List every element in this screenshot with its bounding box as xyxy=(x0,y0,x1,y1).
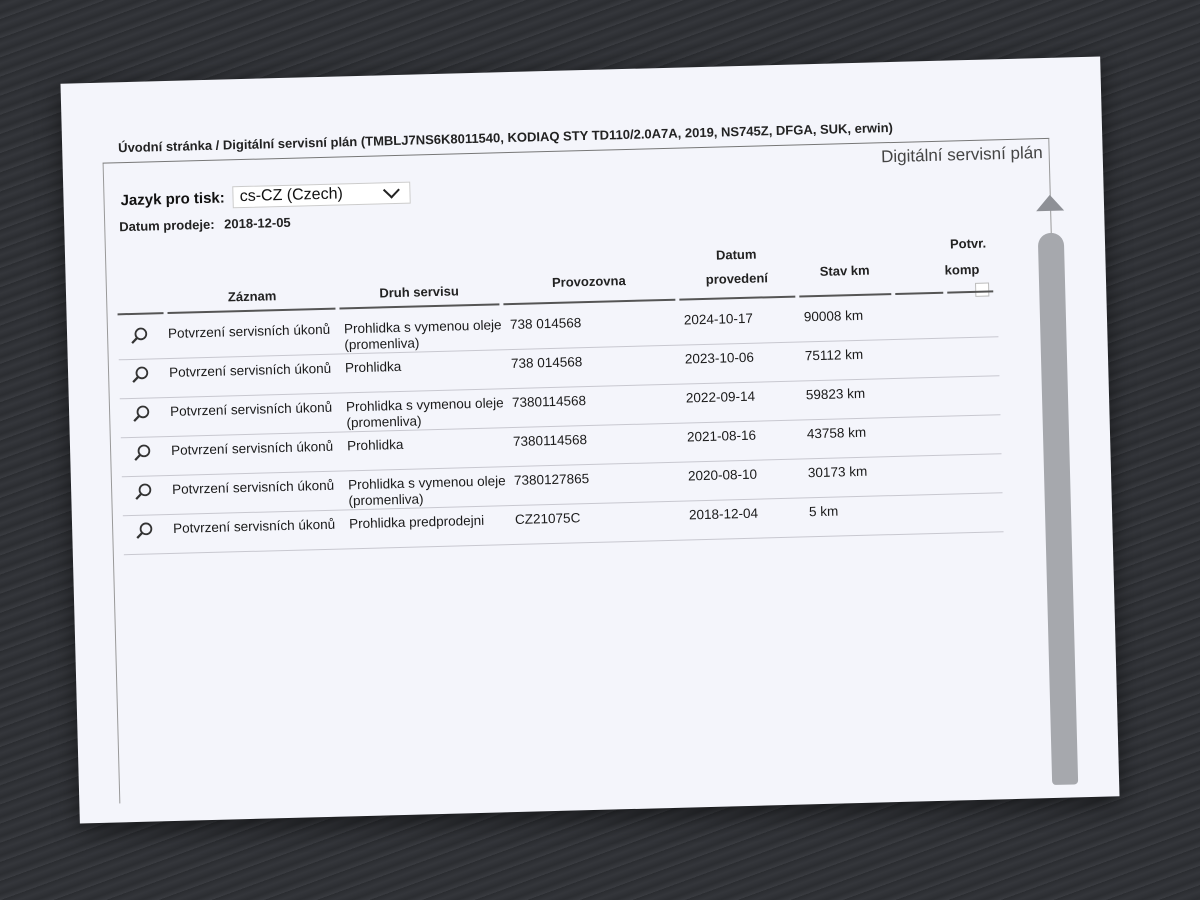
date-cell: 2024-10-17 xyxy=(683,310,754,328)
service-type-cell: Prohlidka xyxy=(344,358,402,376)
language-label: Jazyk pro tisk: xyxy=(120,188,225,209)
magnifier-icon[interactable] xyxy=(135,521,153,539)
mileage-cell: 90008 km xyxy=(803,307,864,325)
breadcrumb[interactable]: Úvodní stránka / Digitální servisní plán (TMBLJ7NS6K8011540, KODIAQ STY TD110/2.0A7A, 2019, NS745Z, DFGA, SUK, erwin) xyxy=(117,119,894,156)
column-header-confirm-line2: komp xyxy=(944,261,980,278)
workshop-cell: 738 014568 xyxy=(509,315,582,333)
record-cell: Potvrzení servisních úkonů xyxy=(172,516,336,536)
column-header-record[interactable]: Záznam xyxy=(227,288,277,305)
language-row xyxy=(120,182,411,212)
scroll-up-arrow-icon[interactable] xyxy=(1036,195,1064,212)
service-type-cell: Prohlidka s vymenou oleje (promenliva) xyxy=(345,395,504,431)
language-selected-value: cs-CZ (Czech) xyxy=(239,185,344,206)
record-cell: Potvrzení servisních úkonů xyxy=(171,477,335,497)
record-cell: Potvrzení servisních úkonů xyxy=(170,438,334,458)
magnifier-icon[interactable] xyxy=(131,366,149,384)
sale-date-value: 2018-12-05 xyxy=(223,214,291,232)
date-cell: 2018-12-04 xyxy=(688,505,759,523)
mileage-cell: 75112 km xyxy=(804,346,864,364)
column-header-date[interactable] xyxy=(678,242,795,293)
sale-date xyxy=(119,215,291,234)
record-cell: Potvrzení servisních úkonů xyxy=(168,360,332,380)
column-header-confirm[interactable] xyxy=(944,231,990,298)
chevron-down-icon[interactable] xyxy=(383,182,400,199)
service-type-cell: Prohlidka s vymenou oleje (promenliva) xyxy=(347,473,506,509)
date-cell: 2021-08-16 xyxy=(686,427,757,445)
magnifier-icon[interactable] xyxy=(132,405,150,423)
column-header-service-type[interactable]: Druh servisu xyxy=(379,283,459,301)
service-plan-panel xyxy=(103,138,1066,804)
panel-title: Digitální servisní plán xyxy=(880,143,1043,167)
service-type-cell: Prohlidka predprodejni xyxy=(348,512,485,532)
mileage-cell: 5 km xyxy=(808,503,839,520)
column-header-date-line1: Datum xyxy=(715,246,757,263)
mileage-cell: 30173 km xyxy=(807,463,868,481)
workshop-cell: CZ21075C xyxy=(514,510,581,527)
mileage-cell: 59823 km xyxy=(805,385,866,403)
sale-date-label: Datum prodeje: xyxy=(119,216,215,235)
header-divider xyxy=(895,292,943,295)
language-select[interactable] xyxy=(232,182,411,209)
workshop-cell: 7380114568 xyxy=(512,432,588,450)
column-header-workshop[interactable]: Provozovna xyxy=(551,273,626,290)
service-type-cell: Prohlidka xyxy=(346,436,404,454)
workshop-cell: 7380127865 xyxy=(513,471,590,488)
printed-page xyxy=(60,57,1119,824)
record-cell: Potvrzení servisních úkonů xyxy=(167,321,331,342)
date-cell: 2023-10-06 xyxy=(684,349,755,367)
magnifier-icon[interactable] xyxy=(130,327,148,345)
magnifier-icon[interactable] xyxy=(134,482,152,500)
column-header-confirm-line1: Potvr. xyxy=(949,235,987,252)
workshop-cell: 7380114568 xyxy=(511,393,587,411)
mileage-cell: 43758 km xyxy=(806,424,867,442)
date-cell: 2020-08-10 xyxy=(687,466,758,484)
header-divider xyxy=(118,312,164,315)
scrollbar-thumb[interactable] xyxy=(1038,233,1078,785)
service-records-table xyxy=(118,298,1004,555)
service-type-cell: Prohlidka s vymenou oleje (promenliva) xyxy=(343,317,502,353)
workshop-cell: 738 014568 xyxy=(510,354,583,372)
date-cell: 2022-09-14 xyxy=(685,388,756,406)
column-header-mileage[interactable]: Stav km xyxy=(819,262,870,279)
magnifier-icon[interactable] xyxy=(133,443,151,461)
record-cell: Potvrzení servisních úkonů xyxy=(169,399,333,419)
column-header-date-line2: provedení xyxy=(705,270,769,287)
vertical-scrollbar[interactable] xyxy=(1036,195,1079,786)
